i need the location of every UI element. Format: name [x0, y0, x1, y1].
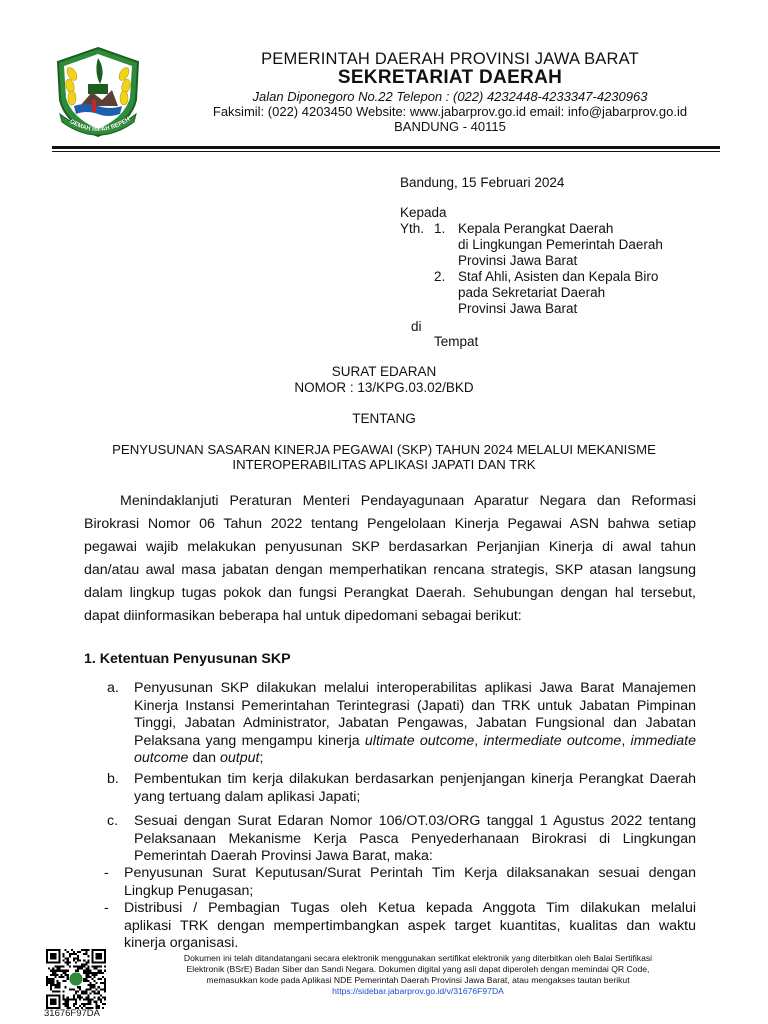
- footer-note-line: Elektronik (BSrE) Badan Siber dan Sandi Negara. Dokumen digital yang asli dapat diperoleh dengan memindai QR Code,: [186, 964, 650, 974]
- bullet-line: Distribusi / Pembagian Tugas oleh Ketua kepada Anggota Tim dilakukan melalui: [124, 900, 696, 916]
- jabar-coat-of-arms-logo: [50, 44, 146, 140]
- recipient-2-line: Provinsi Jawa Barat: [458, 301, 578, 316]
- qr-center-logo-icon: [69, 972, 82, 985]
- item-c-text: [134, 813, 696, 866]
- item-b-text: [134, 771, 696, 806]
- bullet-marker: -: [104, 900, 109, 916]
- intro-line: dan/atau awal masa jabatan dengan memperhatikan rencana strategis, SKP atasan langsung: [84, 562, 696, 578]
- recipient-1-number: 1.: [434, 221, 446, 236]
- footer-note-line: memasukkan kode pada Aplikasi NDE Pemerintah Daerah Provinsi Jawa Barat, atau mengakses tautan berikut: [206, 975, 630, 985]
- letterhead-rule-thick: [52, 146, 720, 149]
- logo-motto-text: GEMAH RIPAH REPEH: [68, 116, 132, 134]
- bullet-marker: -: [104, 865, 109, 881]
- item-c-line: Pelaksanaan Mekanisme Kerja Pasca Penyederhanaan Birokrasi di Lingkungan: [134, 830, 696, 847]
- place-date: Bandung, 15 Februari 2024: [400, 175, 565, 190]
- office-address: Jalan Diponegoro No.22 Telepon : (022) 4232448-4233347-4230963: [252, 89, 648, 104]
- item-a-term-immediate: immediate: [630, 732, 696, 749]
- item-b-line: yang tertuang dalam aplikasi Japati;: [134, 788, 361, 805]
- item-a-term-ultimate-outcome: ultimate outcome: [364, 732, 475, 749]
- intro-paragraph: [84, 490, 696, 628]
- recipient-2-line: pada Sekretariat Daerah: [458, 285, 606, 300]
- bullet-line: aplikasi TRK dengan mempertimbangkan aspek target kuantitas, kualitas dan waktu: [124, 917, 696, 934]
- item-a-separator: ,: [474, 732, 484, 749]
- intro-line: pegawai wajib melakukan penyusunan SKP berdasarkan Perjanjian Kinerja di awal tahun: [84, 539, 696, 555]
- bullet-line: kinerja organisasi.: [124, 935, 239, 951]
- letter-tentang: TENTANG: [352, 411, 416, 426]
- recipient-di: di: [411, 319, 422, 334]
- item-a-text-plain: dan: [188, 750, 220, 766]
- section-1-heading: 1. Ketentuan Penyusunan SKP: [84, 651, 291, 667]
- intro-line: dalam lingkup tugas pokok dan fungsi Perangkat Daerah. Sehubungan dengan hal tersebut,: [84, 585, 696, 601]
- recipient-2-line: Staf Ahli, Asisten dan Kepala Biro: [458, 269, 659, 284]
- recipient-1-line: di Lingkungan Pemerintah Daerah: [458, 237, 663, 252]
- office-contact: Faksimil: (022) 4203450 Website: www.jabarprov.go.id email: info@jabarprov.go.id: [212, 104, 688, 119]
- intro-line: Birokrasi Nomor 06 Tahun 2022 tentang Pengelolaan Kinerja Pegawai ASN bahwa setiap: [84, 516, 696, 532]
- item-a-line: [134, 733, 696, 751]
- letter-subject-line-2: INTEROPERABILITAS APLIKASI JAPATI DAN TRK: [232, 457, 536, 472]
- item-a-line: [134, 750, 696, 768]
- bullet-item: [124, 865, 696, 900]
- recipient-1-line: Kepala Perangkat Daerah: [458, 221, 614, 236]
- item-c-marker: c.: [107, 813, 119, 829]
- letter-subject-line-1: PENYUSUNAN SASARAN KINERJA PEGAWAI (SKP) TAHUN 2024 MELALUI MEKANISME: [112, 442, 656, 457]
- office-city-zip: BANDUNG - 40115: [394, 119, 506, 134]
- item-c-line: Sesuai dengan Surat Edaran Nomor 106/OT.03/ORG tanggal 1 Agustus 2022 tentang: [134, 813, 696, 829]
- item-a-line: Penyusunan SKP dilakukan melalui interoperabilitas aplikasi Jawa Barat Manajemen: [134, 680, 696, 696]
- recipient-kepada: Kepada: [400, 205, 447, 220]
- verification-link[interactable]: https://sidebar.jabarprov.go.id/v/31676F97DA: [332, 986, 504, 996]
- recipient-yth: Yth.: [400, 221, 425, 236]
- item-a-line: Kinerja Instansi Pemerintahan Terintegrasi (Japati) dan TRK untuk Jabatan Pimpinan: [134, 697, 696, 714]
- bullet-item: [124, 900, 696, 953]
- office-name: SEKRETARIAT DAERAH: [337, 67, 563, 88]
- qr-code[interactable]: [46, 949, 106, 1009]
- item-b-marker: b.: [107, 771, 119, 787]
- bullet-line: Penyusunan Surat Keputusan/Surat Perintah Tim Kerja dilaksanakan sesuai dengan: [124, 865, 696, 881]
- item-a-text-plain: Pelaksana yang mengampu kinerja: [134, 732, 365, 749]
- footer-note-line: Dokumen ini telah ditandatangani secara elektronik menggunakan sertifikat elektronik yang diterbitkan oleh Balai Sertifikasi: [183, 953, 653, 963]
- item-a-term-output: output: [219, 750, 260, 766]
- bullet-line: Lingkup Penugasan;: [124, 882, 254, 899]
- footer-esign-note: [128, 953, 708, 997]
- item-a-text-plain: ;: [259, 750, 264, 766]
- org-line: PEMERINTAH DAERAH PROVINSI JAWA BARAT: [261, 50, 639, 68]
- item-a-separator: ,: [621, 732, 631, 749]
- item-a-marker: a.: [107, 680, 119, 696]
- recipient-tempat: Tempat: [434, 334, 479, 349]
- recipient-2-number: 2.: [434, 269, 446, 284]
- item-a-line: Tinggi, Jabatan Administrator, Jabatan Pengawas, Jabatan Fungsional dan Jabatan: [134, 715, 696, 731]
- intro-line: Menindaklanjuti Peraturan Menteri Pendayagunaan Aparatur Negara dan Reformasi: [120, 493, 696, 509]
- item-a-text: [134, 680, 696, 768]
- intro-line: dapat diinformasikan beberapa hal untuk dipedomani sebagai berikut:: [84, 608, 522, 624]
- letter-type: SURAT EDARAN: [331, 364, 437, 379]
- item-c-line: Pemerintah Daerah Provinsi Jawa Barat, maka:: [134, 848, 433, 864]
- qr-code-id: 31676F97DA: [44, 1008, 100, 1019]
- letter-number: NOMOR : 13/KPG.03.02/BKD: [294, 380, 474, 395]
- recipient-1-line: Provinsi Jawa Barat: [458, 253, 578, 268]
- item-b-line: Pembentukan tim kerja dilakukan berdasarkan penjenjangan kinerja Perangkat Daerah: [134, 771, 696, 787]
- item-a-term-outcome: outcome: [134, 750, 189, 766]
- item-a-term-intermediate-outcome: intermediate outcome: [483, 732, 622, 749]
- letterhead-rule-thin: [52, 151, 720, 152]
